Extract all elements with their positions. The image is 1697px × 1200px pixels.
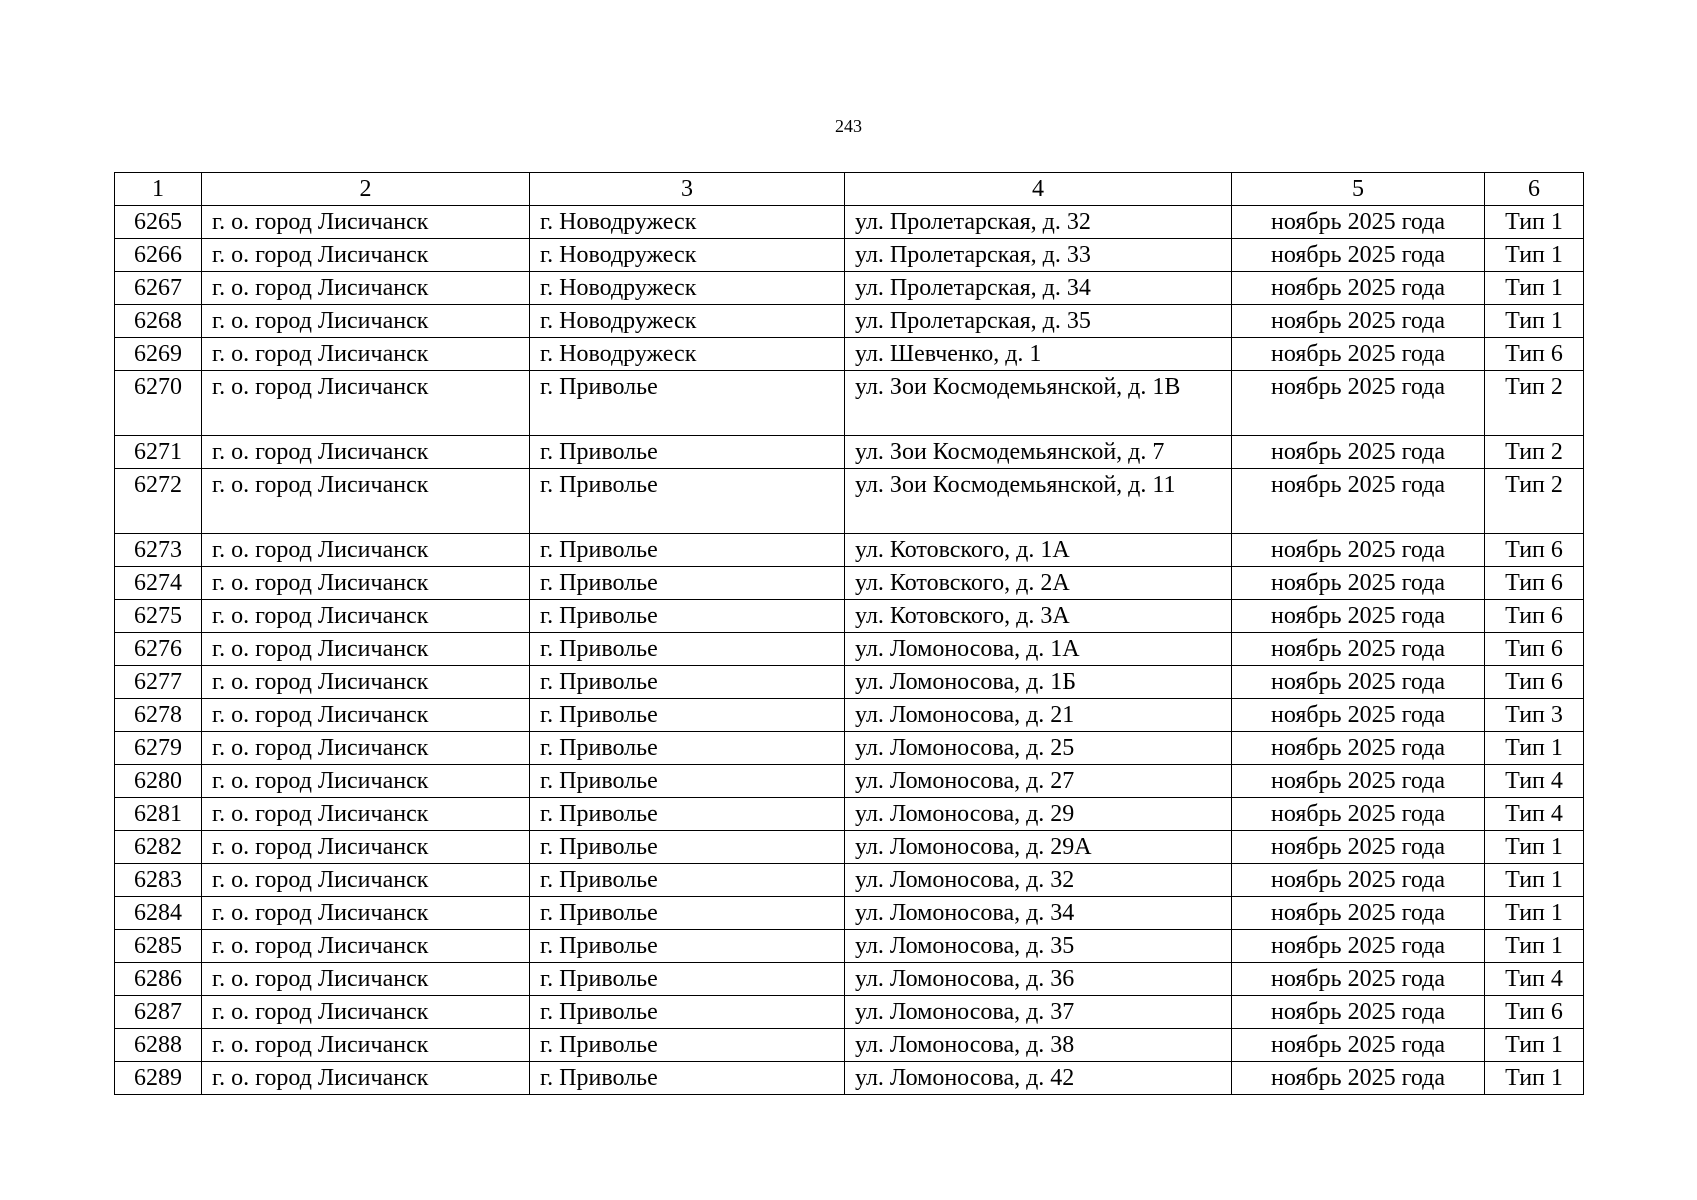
district-cell: г. о. город Лисичанск	[202, 732, 530, 765]
row-number-cell: 6286	[115, 963, 202, 996]
row-number-cell: 6272	[115, 469, 202, 534]
table-row	[115, 864, 1584, 897]
town-cell: г. Приволье	[530, 864, 845, 897]
term-cell: ноябрь 2025 года	[1232, 272, 1485, 305]
address-cell: ул. Ломоносова, д. 29	[845, 798, 1232, 831]
term-cell: ноябрь 2025 года	[1232, 930, 1485, 963]
district-cell: г. о. город Лисичанск	[202, 567, 530, 600]
town-cell: г. Новодружеск	[530, 305, 845, 338]
district-cell: г. о. город Лисичанск	[202, 600, 530, 633]
term-cell: ноябрь 2025 года	[1232, 436, 1485, 469]
term-cell: ноябрь 2025 года	[1232, 831, 1485, 864]
table-row	[115, 338, 1584, 371]
town-cell: г. Приволье	[530, 963, 845, 996]
address-cell: ул. Ломоносова, д. 36	[845, 963, 1232, 996]
term-cell: ноябрь 2025 года	[1232, 338, 1485, 371]
type-cell: Тип 1	[1485, 864, 1584, 897]
table-row	[115, 469, 1584, 534]
row-number-cell: 6289	[115, 1062, 202, 1095]
town-cell: г. Приволье	[530, 436, 845, 469]
district-cell: г. о. город Лисичанск	[202, 1062, 530, 1095]
term-cell: ноябрь 2025 года	[1232, 1029, 1485, 1062]
table-row	[115, 534, 1584, 567]
town-cell: г. Приволье	[530, 469, 845, 534]
row-number-cell: 6284	[115, 897, 202, 930]
table-row	[115, 239, 1584, 272]
table-row	[115, 831, 1584, 864]
type-cell: Тип 1	[1485, 930, 1584, 963]
address-cell: ул. Ломоносова, д. 35	[845, 930, 1232, 963]
district-cell: г. о. город Лисичанск	[202, 765, 530, 798]
row-number-cell: 6275	[115, 600, 202, 633]
term-cell: ноябрь 2025 года	[1232, 600, 1485, 633]
type-cell: Тип 3	[1485, 699, 1584, 732]
table-row	[115, 732, 1584, 765]
address-cell: ул. Пролетарская, д. 33	[845, 239, 1232, 272]
district-cell: г. о. город Лисичанск	[202, 633, 530, 666]
term-cell: ноябрь 2025 года	[1232, 765, 1485, 798]
header-cell-3: 3	[530, 173, 845, 206]
address-cell: ул. Шевченко, д. 1	[845, 338, 1232, 371]
row-number-cell: 6287	[115, 996, 202, 1029]
table-row	[115, 371, 1584, 436]
address-cell: ул. Ломоносова, д. 1Б	[845, 666, 1232, 699]
town-cell: г. Приволье	[530, 534, 845, 567]
table-row	[115, 567, 1584, 600]
type-cell: Тип 1	[1485, 1062, 1584, 1095]
district-cell: г. о. город Лисичанск	[202, 798, 530, 831]
table-row	[115, 996, 1584, 1029]
town-cell: г. Приволье	[530, 732, 845, 765]
address-cell: ул. Ломоносова, д. 32	[845, 864, 1232, 897]
table-row	[115, 930, 1584, 963]
address-cell: ул. Ломоносова, д. 38	[845, 1029, 1232, 1062]
address-cell: ул. Зои Космодемьянской, д. 7	[845, 436, 1232, 469]
district-cell: г. о. город Лисичанск	[202, 239, 530, 272]
term-cell: ноябрь 2025 года	[1232, 798, 1485, 831]
type-cell: Тип 6	[1485, 534, 1584, 567]
table-row	[115, 963, 1584, 996]
town-cell: г. Приволье	[530, 699, 845, 732]
town-cell: г. Новодружеск	[530, 338, 845, 371]
row-number-cell: 6279	[115, 732, 202, 765]
type-cell: Тип 4	[1485, 963, 1584, 996]
page-number: 243	[835, 116, 862, 136]
town-cell: г. Приволье	[530, 633, 845, 666]
town-cell: г. Приволье	[530, 666, 845, 699]
type-cell: Тип 4	[1485, 798, 1584, 831]
row-number-cell: 6274	[115, 567, 202, 600]
table-row	[115, 436, 1584, 469]
town-cell: г. Новодружеск	[530, 206, 845, 239]
type-cell: Тип 1	[1485, 732, 1584, 765]
row-number-cell: 6285	[115, 930, 202, 963]
term-cell: ноябрь 2025 года	[1232, 996, 1485, 1029]
header-row	[115, 173, 1584, 206]
table-row	[115, 798, 1584, 831]
address-cell: ул. Ломоносова, д. 29А	[845, 831, 1232, 864]
district-cell: г. о. город Лисичанск	[202, 666, 530, 699]
table-header	[115, 173, 1584, 206]
type-cell: Тип 6	[1485, 600, 1584, 633]
term-cell: ноябрь 2025 года	[1232, 534, 1485, 567]
town-cell: г. Приволье	[530, 930, 845, 963]
town-cell: г. Приволье	[530, 1029, 845, 1062]
town-cell: г. Приволье	[530, 798, 845, 831]
address-cell: ул. Ломоносова, д. 21	[845, 699, 1232, 732]
term-cell: ноябрь 2025 года	[1232, 732, 1485, 765]
type-cell: Тип 6	[1485, 567, 1584, 600]
type-cell: Тип 1	[1485, 897, 1584, 930]
district-cell: г. о. город Лисичанск	[202, 469, 530, 534]
town-cell: г. Приволье	[530, 831, 845, 864]
district-cell: г. о. город Лисичанск	[202, 831, 530, 864]
address-cell: ул. Котовского, д. 1А	[845, 534, 1232, 567]
type-cell: Тип 1	[1485, 305, 1584, 338]
town-cell: г. Приволье	[530, 996, 845, 1029]
type-cell: Тип 6	[1485, 666, 1584, 699]
header-cell-2: 2	[202, 173, 530, 206]
type-cell: Тип 1	[1485, 831, 1584, 864]
address-cell: ул. Ломоносова, д. 42	[845, 1062, 1232, 1095]
row-number-cell: 6269	[115, 338, 202, 371]
registry-table	[114, 172, 1584, 1095]
row-number-cell: 6283	[115, 864, 202, 897]
address-cell: ул. Зои Космодемьянской, д. 1В	[845, 371, 1232, 436]
town-cell: г. Приволье	[530, 897, 845, 930]
address-cell: ул. Пролетарская, д. 35	[845, 305, 1232, 338]
header-cell-6: 6	[1485, 173, 1584, 206]
row-number-cell: 6266	[115, 239, 202, 272]
table-row	[115, 1029, 1584, 1062]
district-cell: г. о. город Лисичанск	[202, 897, 530, 930]
address-cell: ул. Ломоносова, д. 1А	[845, 633, 1232, 666]
row-number-cell: 6270	[115, 371, 202, 436]
type-cell: Тип 6	[1485, 338, 1584, 371]
district-cell: г. о. город Лисичанск	[202, 436, 530, 469]
row-number-cell: 6280	[115, 765, 202, 798]
table-row	[115, 765, 1584, 798]
term-cell: ноябрь 2025 года	[1232, 864, 1485, 897]
type-cell: Тип 4	[1485, 765, 1584, 798]
term-cell: ноябрь 2025 года	[1232, 469, 1485, 534]
type-cell: Тип 6	[1485, 633, 1584, 666]
address-cell: ул. Котовского, д. 3А	[845, 600, 1232, 633]
address-cell: ул. Ломоносова, д. 34	[845, 897, 1232, 930]
term-cell: ноябрь 2025 года	[1232, 897, 1485, 930]
term-cell: ноябрь 2025 года	[1232, 371, 1485, 436]
type-cell: Тип 6	[1485, 996, 1584, 1029]
type-cell: Тип 1	[1485, 1029, 1584, 1062]
type-cell: Тип 1	[1485, 239, 1584, 272]
town-cell: г. Новодружеск	[530, 272, 845, 305]
row-number-cell: 6288	[115, 1029, 202, 1062]
row-number-cell: 6277	[115, 666, 202, 699]
term-cell: ноябрь 2025 года	[1232, 567, 1485, 600]
term-cell: ноябрь 2025 года	[1232, 239, 1485, 272]
town-cell: г. Новодружеск	[530, 239, 845, 272]
town-cell: г. Приволье	[530, 765, 845, 798]
district-cell: г. о. город Лисичанск	[202, 930, 530, 963]
address-cell: ул. Зои Космодемьянской, д. 11	[845, 469, 1232, 534]
town-cell: г. Приволье	[530, 567, 845, 600]
term-cell: ноябрь 2025 года	[1232, 1062, 1485, 1095]
term-cell: ноябрь 2025 года	[1232, 633, 1485, 666]
table-row	[115, 1062, 1584, 1095]
row-number-cell: 6273	[115, 534, 202, 567]
row-number-cell: 6271	[115, 436, 202, 469]
district-cell: г. о. город Лисичанск	[202, 371, 530, 436]
type-cell: Тип 1	[1485, 206, 1584, 239]
address-cell: ул. Ломоносова, д. 37	[845, 996, 1232, 1029]
table-body	[115, 206, 1584, 1095]
row-number-cell: 6282	[115, 831, 202, 864]
row-number-cell: 6278	[115, 699, 202, 732]
town-cell: г. Приволье	[530, 1062, 845, 1095]
district-cell: г. о. город Лисичанск	[202, 996, 530, 1029]
district-cell: г. о. город Лисичанск	[202, 338, 530, 371]
row-number-cell: 6265	[115, 206, 202, 239]
district-cell: г. о. город Лисичанск	[202, 1029, 530, 1062]
type-cell: Тип 2	[1485, 436, 1584, 469]
table-row	[115, 897, 1584, 930]
type-cell: Тип 2	[1485, 371, 1584, 436]
table-row	[115, 600, 1584, 633]
address-cell: ул. Ломоносова, д. 27	[845, 765, 1232, 798]
address-cell: ул. Ломоносова, д. 25	[845, 732, 1232, 765]
address-cell: ул. Пролетарская, д. 32	[845, 206, 1232, 239]
header-cell-5: 5	[1232, 173, 1485, 206]
term-cell: ноябрь 2025 года	[1232, 699, 1485, 732]
table-row	[115, 305, 1584, 338]
row-number-cell: 6276	[115, 633, 202, 666]
term-cell: ноябрь 2025 года	[1232, 666, 1485, 699]
type-cell: Тип 1	[1485, 272, 1584, 305]
table-row	[115, 206, 1584, 239]
district-cell: г. о. город Лисичанск	[202, 305, 530, 338]
header-cell-1: 1	[115, 173, 202, 206]
table-row	[115, 666, 1584, 699]
table-row	[115, 633, 1584, 666]
row-number-cell: 6281	[115, 798, 202, 831]
term-cell: ноябрь 2025 года	[1232, 305, 1485, 338]
district-cell: г. о. город Лисичанск	[202, 963, 530, 996]
type-cell: Тип 2	[1485, 469, 1584, 534]
address-cell: ул. Котовского, д. 2А	[845, 567, 1232, 600]
district-cell: г. о. город Лисичанск	[202, 699, 530, 732]
town-cell: г. Приволье	[530, 371, 845, 436]
district-cell: г. о. город Лисичанск	[202, 272, 530, 305]
district-cell: г. о. город Лисичанск	[202, 534, 530, 567]
row-number-cell: 6268	[115, 305, 202, 338]
header-cell-4: 4	[845, 173, 1232, 206]
table-row	[115, 272, 1584, 305]
district-cell: г. о. город Лисичанск	[202, 206, 530, 239]
term-cell: ноябрь 2025 года	[1232, 206, 1485, 239]
table-row	[115, 699, 1584, 732]
town-cell: г. Приволье	[530, 600, 845, 633]
term-cell: ноябрь 2025 года	[1232, 963, 1485, 996]
row-number-cell: 6267	[115, 272, 202, 305]
district-cell: г. о. город Лисичанск	[202, 864, 530, 897]
address-cell: ул. Пролетарская, д. 34	[845, 272, 1232, 305]
